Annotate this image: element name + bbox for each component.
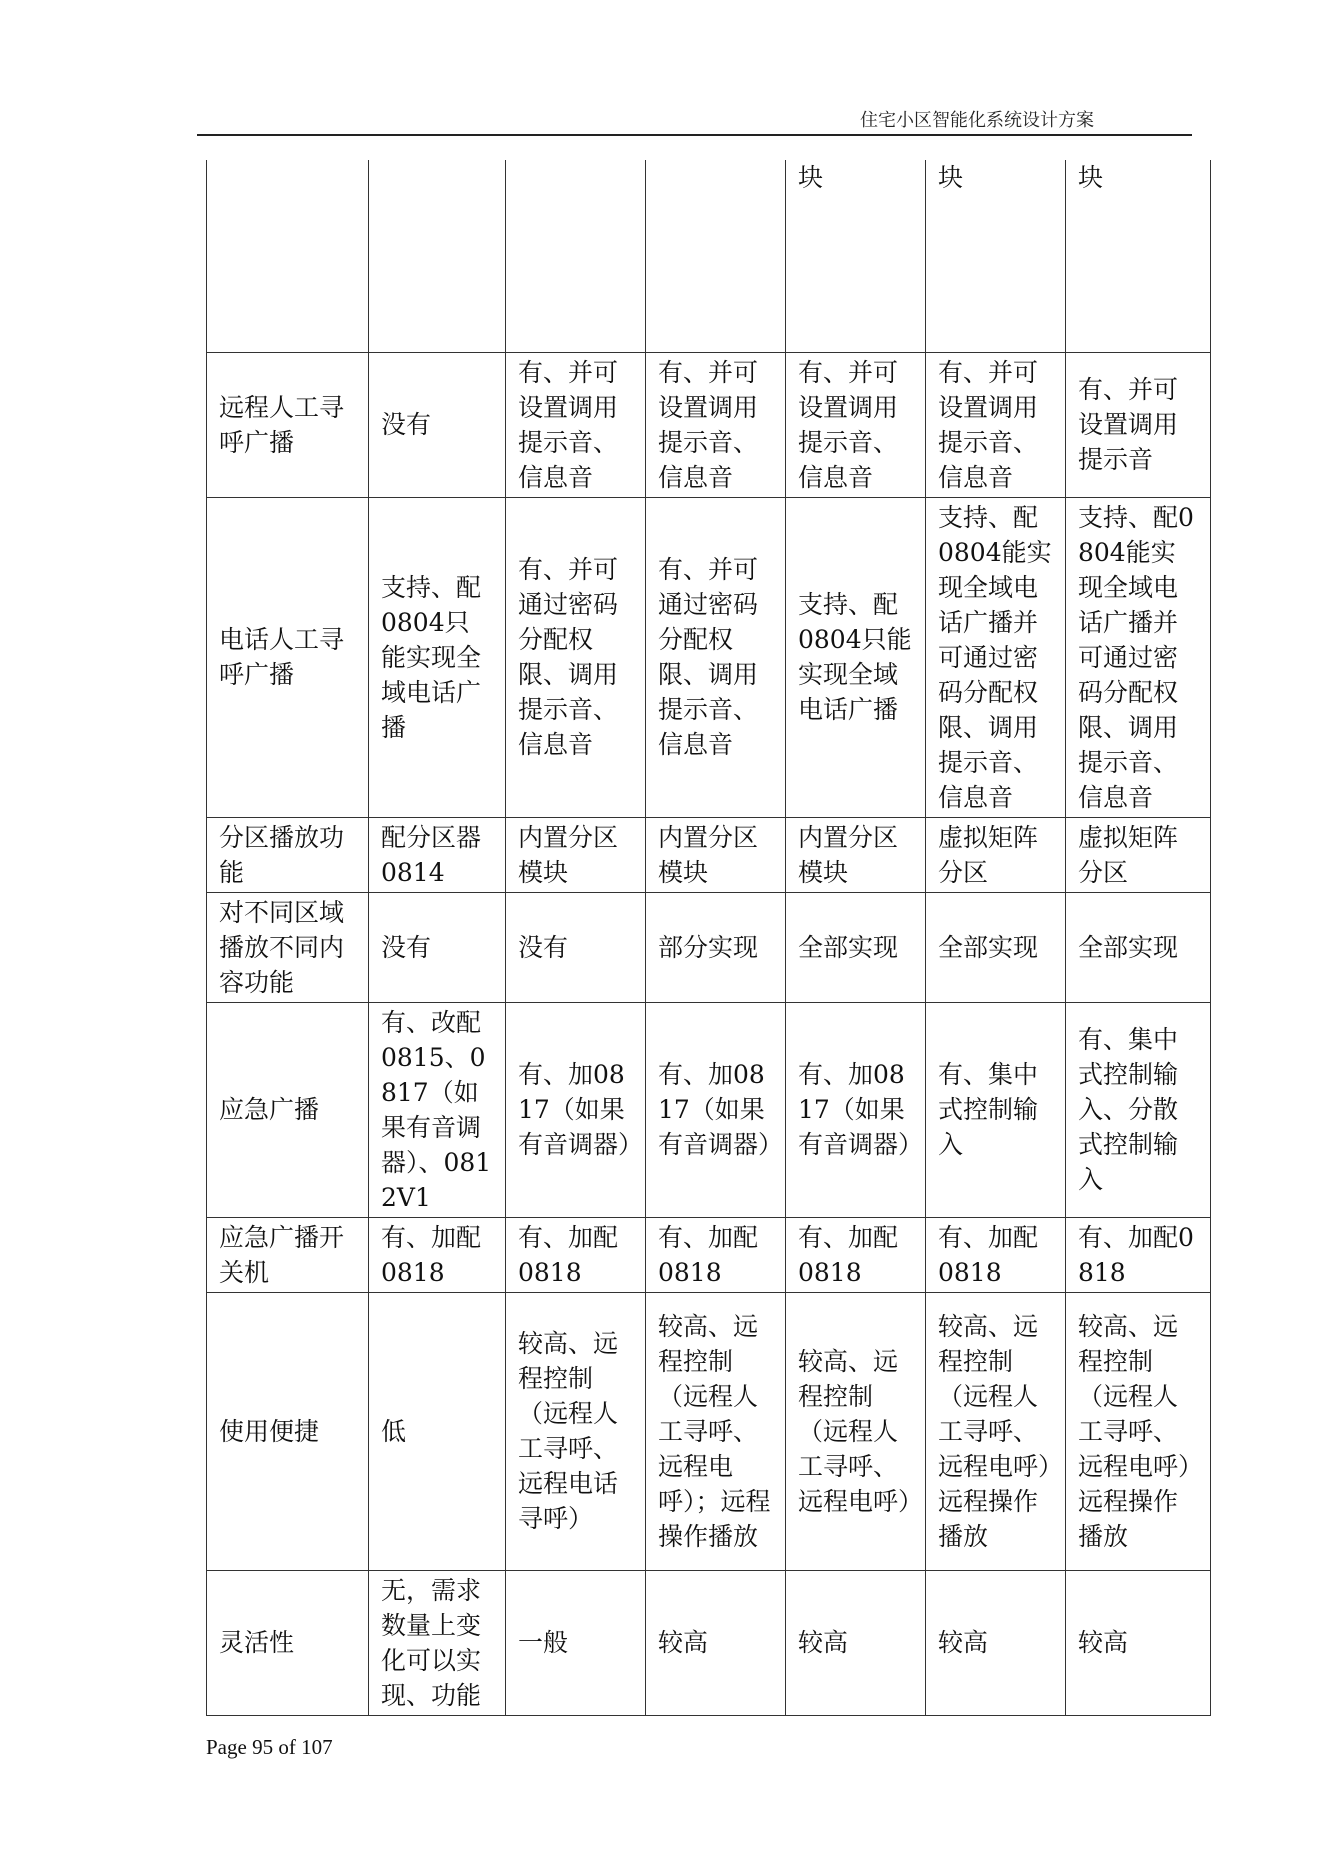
- table-cell: 电话人工寻呼广播: [207, 497, 369, 817]
- table-cell: 较高、远程控制（远程人工寻呼、远程电呼）；远程操作播放: [646, 1292, 786, 1570]
- table-cell: 有、加0817（如果有音调器）: [646, 1002, 786, 1217]
- table-cell: 较高: [1066, 1570, 1211, 1715]
- table-cell: 全部实现: [926, 892, 1066, 1002]
- table-cell: 使用便捷: [207, 1292, 369, 1570]
- table-cell: 较高: [786, 1570, 926, 1715]
- table-cell: 有、并可设置调用提示音: [1066, 352, 1211, 497]
- table-cell: 内置分区模块: [506, 817, 646, 892]
- comparison-table: [206, 160, 1211, 1716]
- table-cell: 部分实现: [646, 892, 786, 1002]
- table-cell: 灵活性: [207, 1570, 369, 1715]
- table-cell: 较高、远程控制（远程人工寻呼、远程电话寻呼）: [506, 1292, 646, 1570]
- table-cell: 全部实现: [786, 892, 926, 1002]
- table-cell: 有、加配0818: [646, 1217, 786, 1292]
- table-cell: 有、并可设置调用提示音、信息音: [646, 352, 786, 497]
- table-cell: 支持、配0804能实现全域电话广播并可通过密码分配权限、调用提示音、信息音: [1066, 497, 1211, 817]
- table-cell: 虚拟矩阵分区: [1066, 817, 1211, 892]
- table-cell: 远程人工寻呼广播: [207, 352, 369, 497]
- table-cell: 虚拟矩阵分区: [926, 817, 1066, 892]
- table-cell: 配分区器0814: [369, 817, 506, 892]
- table-cell: 较高、远程控制（远程人工寻呼、远程电呼）远程操作播放: [1066, 1292, 1211, 1570]
- table-cell: 低: [369, 1292, 506, 1570]
- table-cell: 有、改配0815、0817（如果有音调器）、0812V1: [369, 1002, 506, 1217]
- table-cell: 对不同区域播放不同内容功能: [207, 892, 369, 1002]
- table-cell: 较高、远程控制（远程人工寻呼、远程电呼）远程操作播放: [926, 1292, 1066, 1570]
- table-row: [207, 1002, 1211, 1217]
- table-cell: 没有: [369, 892, 506, 1002]
- table-row: [207, 160, 1211, 352]
- table-cell: 没有: [369, 352, 506, 497]
- table-cell: [646, 160, 786, 352]
- table-cell: 有、并可设置调用提示音、信息音: [786, 352, 926, 497]
- table-cell: 支持、配0804只能实现全域电话广播: [786, 497, 926, 817]
- table-cell: 有、加配0818: [369, 1217, 506, 1292]
- table-row: [207, 892, 1211, 1002]
- table-cell: 有、加0817（如果有音调器）: [506, 1002, 646, 1217]
- table-cell: 分区播放功能: [207, 817, 369, 892]
- table-cell: 支持、配0804只能实现全域电话广播: [369, 497, 506, 817]
- table-cell: 有、并可设置调用提示音、信息音: [926, 352, 1066, 497]
- header-rule: [197, 134, 1192, 136]
- table-cell: 有、集中式控制输入、分散式控制输入: [1066, 1002, 1211, 1217]
- table-cell: 有、加配0818: [506, 1217, 646, 1292]
- table-cell: 块: [786, 160, 926, 352]
- table-cell: 块: [926, 160, 1066, 352]
- table-cell: 有、并可通过密码分配权限、调用提示音、信息音: [646, 497, 786, 817]
- table-cell: 没有: [506, 892, 646, 1002]
- table-cell: [207, 160, 369, 352]
- table-cell: [369, 160, 506, 352]
- table-cell: 有、并可设置调用提示音、信息音: [506, 352, 646, 497]
- table-row: [207, 1217, 1211, 1292]
- table-row: [207, 352, 1211, 497]
- table-cell: 较高: [926, 1570, 1066, 1715]
- table-row: [207, 1292, 1211, 1570]
- table-cell: 应急广播开关机: [207, 1217, 369, 1292]
- table-cell: 较高: [646, 1570, 786, 1715]
- table-cell: 全部实现: [1066, 892, 1211, 1002]
- table-cell: 有、加配0818: [1066, 1217, 1211, 1292]
- table-cell: 无，需求数量上变化可以实现、功能: [369, 1570, 506, 1715]
- table-cell: 内置分区模块: [786, 817, 926, 892]
- table-cell: 内置分区模块: [646, 817, 786, 892]
- table-cell: 有、加配0818: [926, 1217, 1066, 1292]
- table-cell: 一般: [506, 1570, 646, 1715]
- table-row: [207, 817, 1211, 892]
- table-cell: 有、加0817（如果有音调器）: [786, 1002, 926, 1217]
- table-cell: 支持、配0804能实现全域电话广播并可通过密码分配权限、调用提示音、信息音: [926, 497, 1066, 817]
- table-cell: [506, 160, 646, 352]
- page-number-footer: Page 95 of 107: [206, 1735, 333, 1759]
- table-cell: 有、加配0818: [786, 1217, 926, 1292]
- table-cell: 块: [1066, 160, 1211, 352]
- table-cell: 有、并可通过密码分配权限、调用提示音、信息音: [506, 497, 646, 817]
- table-cell: 有、集中式控制输入: [926, 1002, 1066, 1217]
- table-cell: 较高、远程控制（远程人工寻呼、远程电呼）: [786, 1292, 926, 1570]
- document-header-title: 住宅小区智能化系统设计方案: [860, 110, 1094, 131]
- table-row: [207, 497, 1211, 817]
- table-row: [207, 1570, 1211, 1715]
- table-cell: 应急广播: [207, 1002, 369, 1217]
